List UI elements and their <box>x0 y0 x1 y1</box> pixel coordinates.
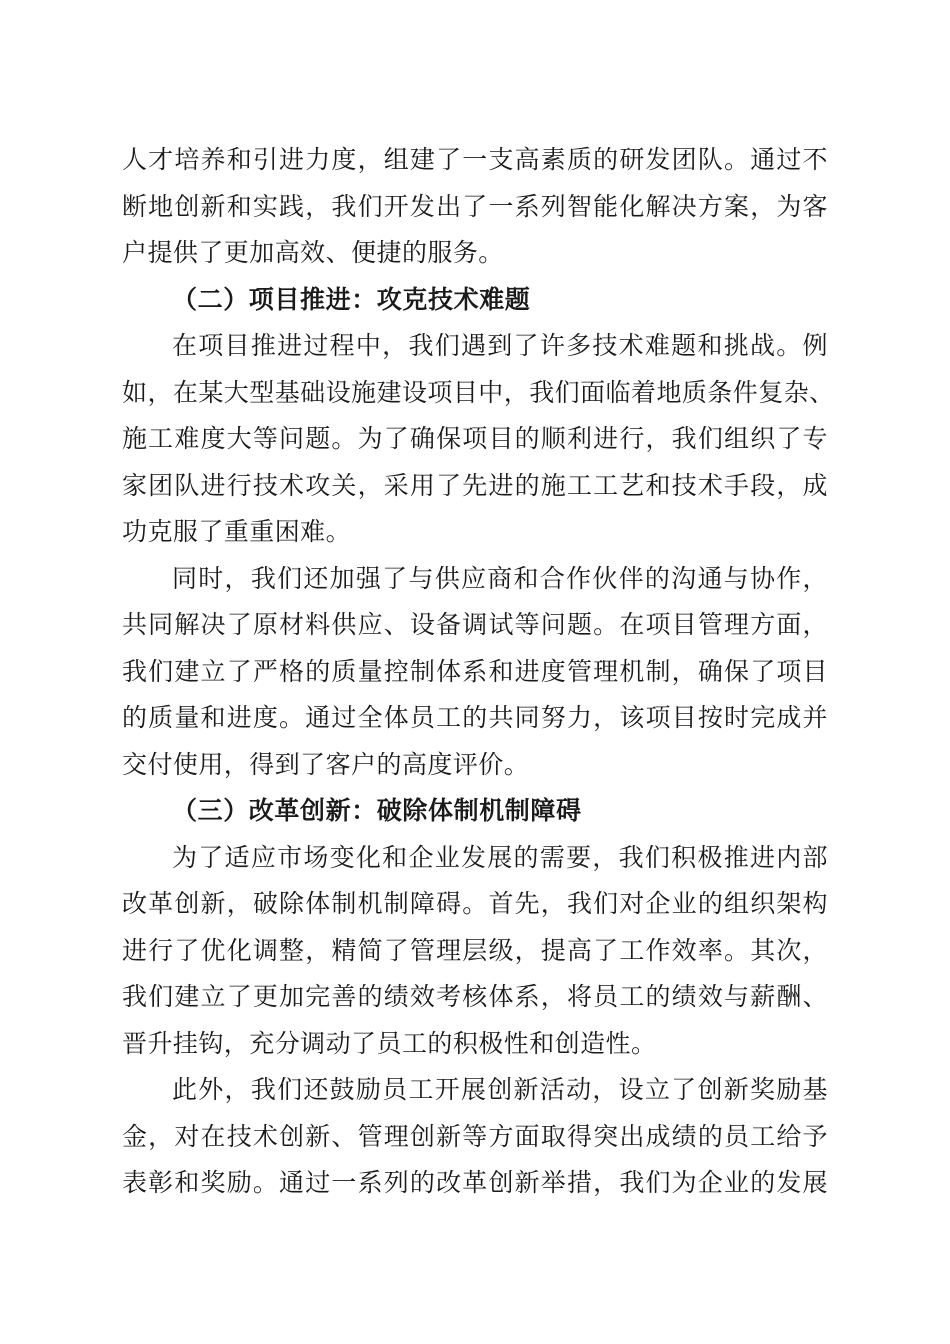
text-line: 我们建立了严格的质量控制体系和进度管理机制，确保了项目 <box>122 656 828 686</box>
text-line: 户提供了更加高效、便捷的服务。 <box>122 238 504 267</box>
text-line: 人才培养和引进力度，组建了一支高素质的研发团队。通过不 <box>122 145 828 174</box>
text-line: 交付使用，得到了客户的高度评价。 <box>122 749 530 779</box>
paragraph-talent-development <box>122 137 828 277</box>
text-line: 家团队进行技术攻关，采用了先进的施工工艺和技术手段，成 <box>122 470 828 500</box>
paragraph-innovation-awards <box>122 1067 828 1207</box>
text-line: 改革创新，破除体制机制障碍。首先，我们对企业的组织架构 <box>122 889 828 918</box>
document-body <box>122 137 835 1207</box>
text-line: 晋升挂钩，充分调动了员工的积极性和创造性。 <box>122 1028 657 1058</box>
text-line: 此外，我们还鼓励员工开展创新活动，设立了创新奖励基 <box>172 1075 828 1104</box>
text-line: 为了适应市场变化和企业发展的需要，我们积极推进内部 <box>172 842 828 872</box>
section-heading-reform-innovation: （三）改革创新：破除体制机制障碍 <box>172 796 582 825</box>
paragraph-internal-reform <box>122 835 828 1068</box>
text-line: 共同解决了原材料供应、设备调试等问题。在项目管理方面， <box>122 610 828 639</box>
paragraph-supplier-cooperation <box>122 556 828 789</box>
text-line: 在项目推进过程中，我们遇到了许多技术难题和挑战。例 <box>172 331 828 360</box>
text-line: 我们建立了更加完善的绩效考核体系，将员工的绩效与薪酬、 <box>122 982 828 1011</box>
text-line: 表彰和奖励。通过一系列的改革创新举措，我们为企业的发展 <box>122 1168 828 1197</box>
text-line: 的质量和进度。通过全体员工的共同努力，该项目按时完成并 <box>122 703 828 732</box>
text-line: 功克服了重重困难。 <box>122 517 352 546</box>
text-line: 金，对在技术创新、管理创新等方面取得突出成绩的员工给予 <box>122 1121 828 1151</box>
text-line: 施工难度大等问题。为了确保项目的顺利进行，我们组织了专 <box>122 424 828 453</box>
text-line: 同时，我们还加强了与供应商和合作伙伴的沟通与协作， <box>172 563 828 593</box>
paragraph-technical-challenges <box>122 323 835 556</box>
section-heading-project-progress: （二）项目推进：攻克技术难题 <box>172 284 531 314</box>
text-line: 如，在某大型基础设施建设项目中，我们面临着地质条件复杂、 <box>122 377 835 407</box>
text-line: 断地创新和实践，我们开发出了一系列智能化解决方案，为客 <box>122 191 828 221</box>
text-line: 进行了优化调整，精简了管理层级，提高了工作效率。其次， <box>122 935 828 965</box>
